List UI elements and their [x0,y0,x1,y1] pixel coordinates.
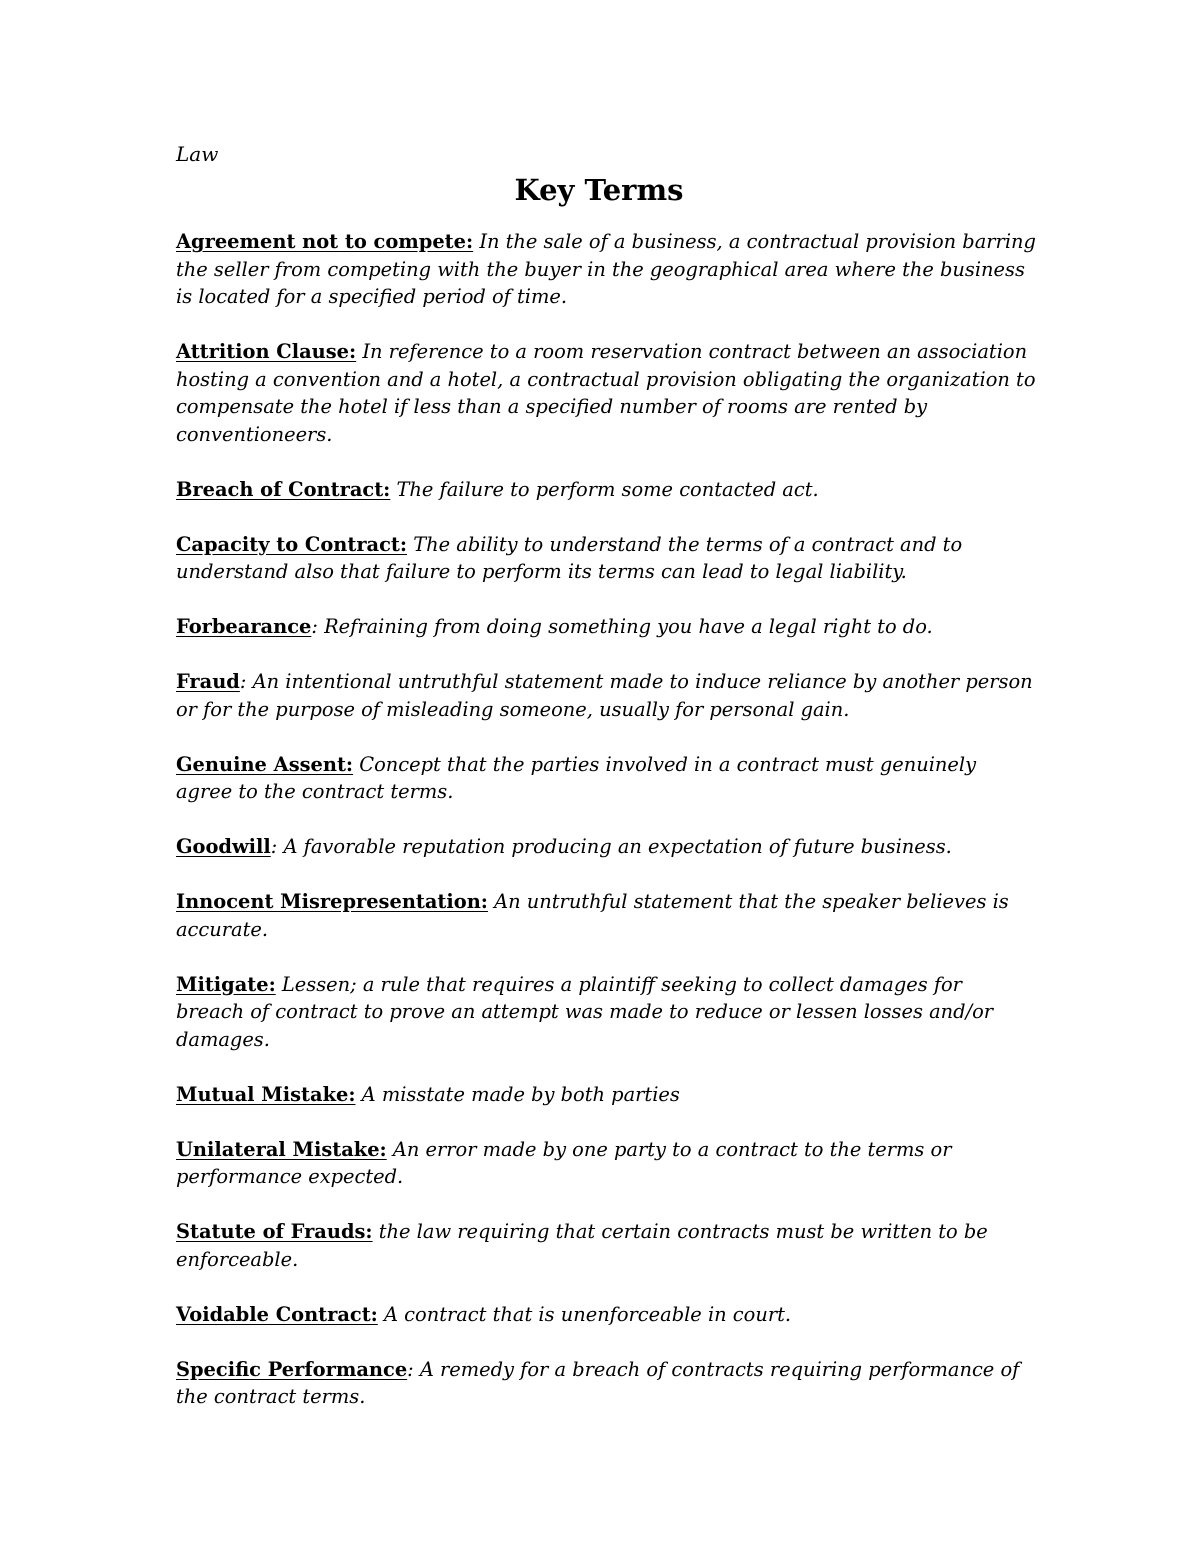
glossary-definition: A misstate made by both parties [361,1082,680,1106]
glossary-entry-breach-of-contract [176,476,1036,504]
subject-label: Law [176,142,219,166]
glossary-entry-genuine-assent [176,751,1036,806]
glossary-term: Innocent Misrepresentation: [176,890,488,913]
glossary-term: Goodwill [176,835,271,858]
term-separator: : [270,835,278,858]
glossary-definition: A favorable reputation producing an expectation of future business. [283,835,952,858]
glossary-entry-fraud [176,668,1036,723]
glossary-definition: Lessen; a rule that requires a plaintiff seeking to collect damages for breach of contract to prove an attempt was made to reduce or lessen losses and/or damages. [176,972,994,1051]
glossary-entry-attrition-clause [176,338,1036,448]
glossary-definition: A contract that is unenforceable in court. [384,1302,792,1326]
glossary-term: Forbearance [176,615,312,638]
glossary-term: Agreement not to compete: [176,230,474,253]
term-separator: : [239,670,247,693]
glossary-definition: An intentional untruthful statement made to induce reliance by another person or for the purpose of misleading someone, usually for personal gain. [176,670,1033,721]
glossary-definition: In the sale of a business, a contractual provision barring the seller from competing with the buyer in the geographical area where the business is located for a specified period of time. [176,230,1036,308]
glossary-term: Mitigate: [176,972,276,996]
glossary-term: Voidable Contract: [176,1302,378,1326]
glossary-term: Mutual Mistake: [176,1082,356,1106]
glossary-term: Breach of Contract: [176,477,391,501]
glossary-definition: Refraining from doing something you have a legal right to do. [324,615,933,638]
glossary-term: Attrition Clause: [176,340,357,363]
glossary-entry-agreement-not-to-compete [176,228,1036,311]
glossary-entry-mutual-mistake [176,1081,1036,1109]
glossary-definition: The ability to understand the terms of a contract and to understand also that failure to perform its terms can lead to legal liability. [176,532,963,583]
glossary-list [176,228,1036,1411]
glossary-entry-unilateral-mistake [176,1136,1036,1191]
glossary-entry-statute-of-frauds [176,1218,1036,1273]
glossary-definition: The failure to perform some contacted act. [396,477,819,501]
glossary-term: Statute of Frauds: [176,1220,373,1243]
glossary-definition: In reference to a room reservation contract between an association hosting a convention and a hotel, a contractual provision obligating the organization to compensate the hotel if less than a specified number of rooms are rented by conventioneers. [176,340,1036,446]
glossary-definition: A remedy for a breach of contracts requiring performance of the contract terms. [176,1357,1020,1408]
term-separator: : [311,615,318,638]
glossary-term: Specific Performance [176,1357,408,1381]
glossary-term: Fraud [176,670,240,693]
glossary-entry-capacity-to-contract [176,531,1036,586]
glossary-entry-innocent-misrepresentation [176,888,1036,943]
glossary-definition: the law requiring that certain contracts must be written to be enforceable. [176,1220,988,1271]
glossary-entry-voidable-contract [176,1301,1036,1329]
glossary-definition: An error made by one party to a contract to the terms or performance expected. [176,1137,952,1188]
glossary-term: Capacity to Contract: [176,532,408,556]
glossary-entry-mitigate [176,971,1036,1054]
glossary-entry-forbearance [176,613,1036,641]
glossary-entry-goodwill [176,833,1036,861]
glossary-definition: An untruthful statement that the speaker believes is accurate. [176,890,1009,941]
glossary-entry-specific-performance [176,1356,1036,1411]
page-title: Key Terms [514,173,684,207]
glossary-term: Genuine Assent: [176,752,354,776]
glossary-term: Unilateral Mistake: [176,1137,387,1161]
document-page [176,140,1036,1438]
term-separator: : [407,1357,414,1381]
glossary-definition: Concept that the parties involved in a contract must genuinely agree to the contract terms. [176,752,977,803]
